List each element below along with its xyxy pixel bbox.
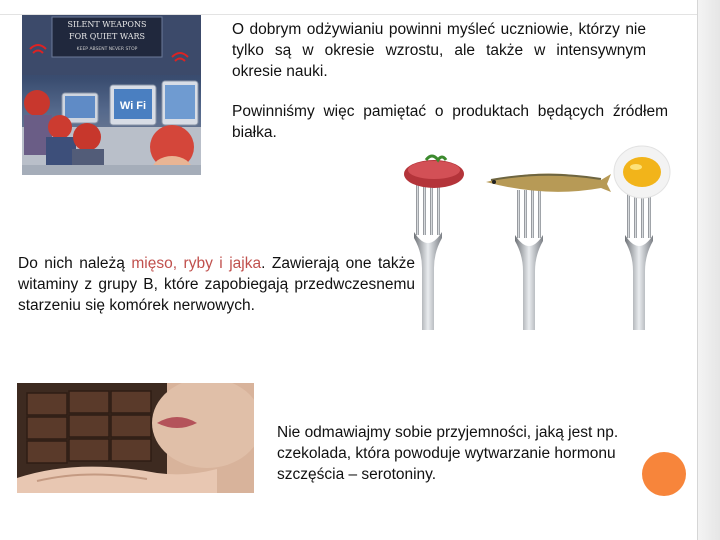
- forks-food-photo: [396, 140, 696, 330]
- fork-egg: [614, 146, 670, 330]
- foods-suffix: . Zawierają one także witaminy z grupy B, które zapobiegają przedwczesnemu starzeniu się komórek nerwowych.: [18, 255, 415, 314]
- classroom-wifi-photo: [22, 15, 201, 175]
- chocolate-illustration: [17, 383, 254, 493]
- classroom-illustration: [22, 15, 201, 175]
- protein-paragraph: Powinniśmy więc pamiętać o produktach będących źródłem białka.: [232, 103, 668, 141]
- foods-paragraph: [18, 253, 415, 316]
- intro-paragraph: O dobrym odżywianiu powinni myśleć uczniowie, którzy nie tylko są w okresie wzrostu, ale także w intensywnym okresie nauki.: [232, 21, 646, 80]
- slide-frame-right: [697, 0, 720, 540]
- sign-line-3: KEEP ABSENT NEVER STOP: [76, 47, 138, 52]
- fork-fish: [486, 173, 611, 330]
- sign-line-2: FOR QUIET WARS: [69, 32, 145, 41]
- forks-illustration: [396, 140, 696, 330]
- wifi-label: Wi Fi: [119, 100, 147, 112]
- chocolate-paragraph: Nie odmawiajmy sobie przyjemności, jaką jest np. czekolada, która powoduje wytwarzanie hormonu szczęścia – serotoniny.: [277, 424, 619, 483]
- slide-frame-divider: [697, 0, 698, 540]
- foods-prefix: Do nich należą: [18, 255, 132, 272]
- foods-highlight: mięso, ryby i jajka: [131, 255, 262, 272]
- sign-line-1: SILENT WEAPONS: [67, 20, 147, 29]
- accent-circle: [642, 452, 686, 496]
- chocolate-photo: [17, 383, 254, 493]
